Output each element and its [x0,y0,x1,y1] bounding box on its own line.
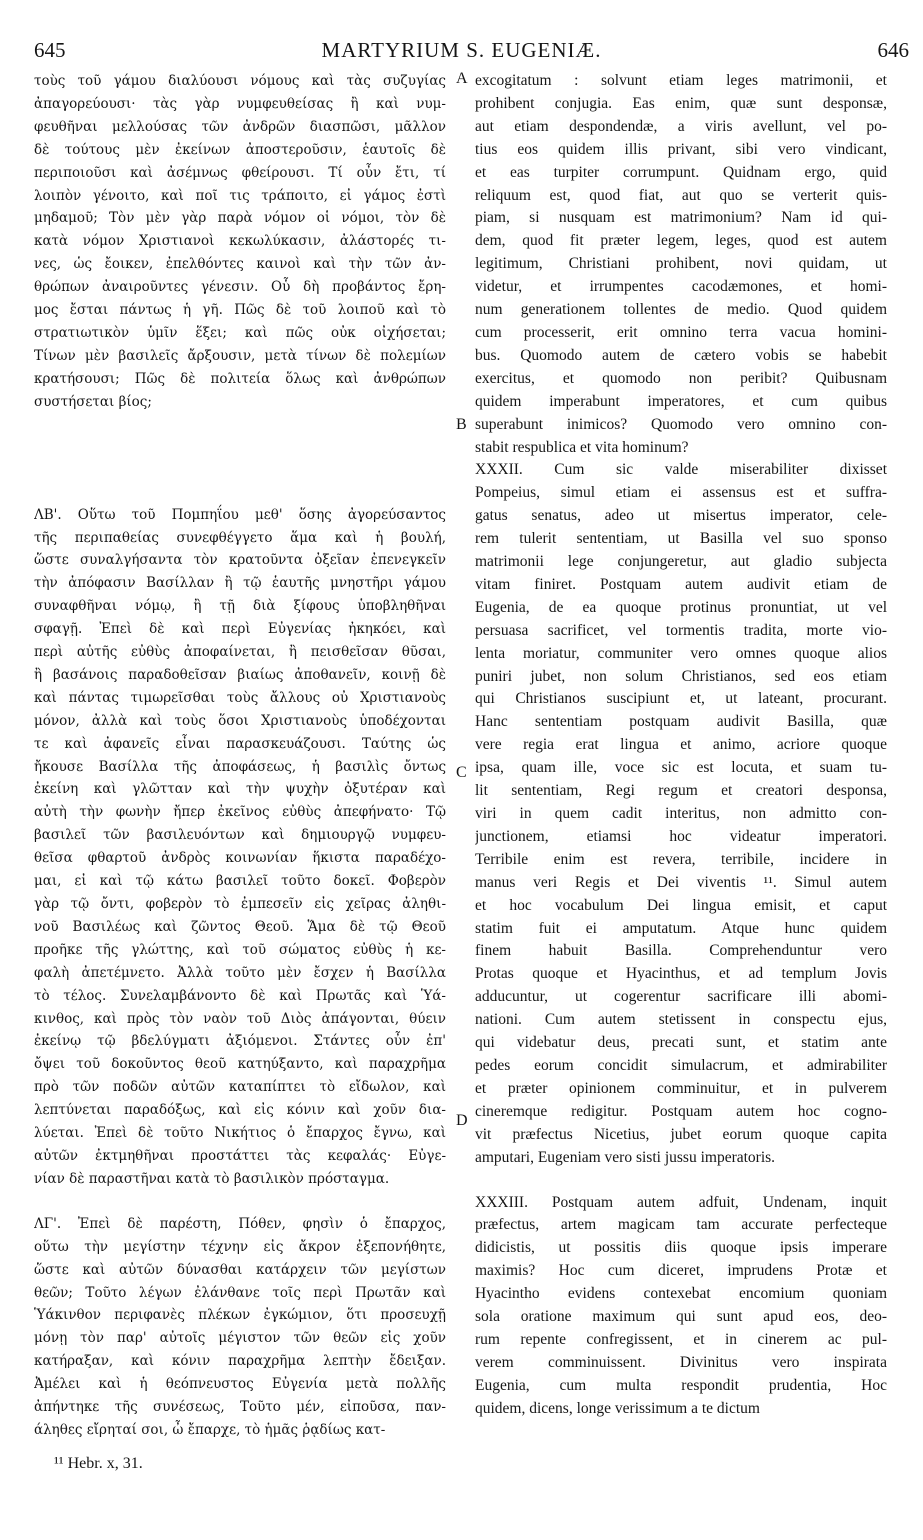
greek-line: τε καὶ ἀφανεῖς εἶναι παρασκευάζουσι. Ταύτης ὡς [34,735,446,752]
latin-line: num generationem tollentes de medio. Quod quidem [475,301,887,319]
latin-line: rum repente confregissent, et in cinerem ac pul- [475,1330,887,1348]
latin-line: didicistis, ut possitis diis quoque ipsis imperare [475,1239,887,1257]
latin-line: rem tulerit sententiam, ut Basilla vel suo sponso [475,530,887,548]
greek-line: Ἀμέλει καὶ ἡ θεόπνευστος Εὐγενία μετὰ πολλῆς [34,1376,446,1393]
latin-paragraph-3 [475,1192,887,1421]
greek-line: μόνῃ τὸν παρ' αὐτοῖς μέγιστον τῶν θεῶν εἰς χοῦν [34,1330,446,1347]
greek-line: βασιλεῖ τῶν βασιλευόντων καὶ δημιουργῷ νυμφευ- [34,827,446,844]
greek-line: οὕτω τὴν μεγίστην τέχνην εἰς ἄκρον ἐξεπονήθητε, [34,1238,446,1255]
greek-line: ἐκείνη καὶ γλῶτταν καὶ τὴν ψυχὴν ὀξυτέραν καὶ [34,781,446,798]
greek-line: κρατήσουσι; Πῶς δὲ πολιτεία ὅλως καὶ ἀνθρώπων [34,370,446,387]
latin-line: lit sententiam, Regi regum et creatori desponsa, [475,782,887,800]
latin-line: puniri jubet, non solum Christianos, sed eos etiam [475,667,887,685]
greek-line: μαι, εἰ καὶ τῷ κάτω βασιλεῖ τοῦτο δοκεῖ. Φοβερὸν [34,873,446,890]
latin-line: qui Christianos suscipiunt et, ut lateant, procurant. [475,690,887,708]
latin-line: prohibent conjugia. Eas enim, quæ sunt desponsæ, [475,94,887,112]
latin-line: dem, quod fit præter legem, leges, quod est autem [475,232,887,250]
greek-line: πρὸ τῶν ποδῶν αὐτῶν καταπίπτει τὸ εἴδωλον, καὶ [34,1079,446,1096]
latin-line: Hyacintho evidens contexebat encomium quoniam [475,1285,887,1303]
greek-line: θρώπων ἀναιροῦντες γένεσιν. Οὗ δὴ προβάντος ἔρη- [34,279,446,296]
page-number-right: 646 [877,38,909,62]
greek-line: γὰρ τῷ ὄντι, φοβερὸν τὸ ἐμπεσεῖν εἰς χεῖρας ἀληθι- [34,896,446,912]
greek-line: ὥστε συναλγήσαντα τὸν κρατοῦντα ὀξεῖαν ἐπενεγκεῖν [34,552,446,569]
greek-line: κατὰ νόμον Χριστιανοὶ κεκωλύκασιν, ἀλάστορές τι- [34,233,446,250]
latin-line: vit præfectus Nicetius, jubet eorum quoque capita [475,1125,887,1143]
latin-line: finem habuit Basilla. Comprehenduntur vero [475,942,887,960]
latin-line: qui videbatur deus, precati sunt, et statim ante [475,1034,887,1052]
greek-line: Ὑάκινθον περιφανὲς πλέκων ἐγκώμιον, ὅτι προσευχῇ [34,1307,446,1324]
greek-line: μηδαμοῦ; Τὸν μὲν γὰρ παρὰ νόμον οἱ νόμοι, τὸν δὲ [34,210,446,227]
latin-line: maximis? Hoc cum diceret, imprudens Protæ et [475,1262,887,1280]
greek-line: μος ἔσται πάντως ἡ γῆ. Πῶς δὲ τοῦ λοιποῦ καὶ τὸ [34,302,446,319]
latin-line: Terribile enim est revera, terribile, incidere in [475,850,887,868]
latin-line: legitimum, Christiani prohibent, novi quidam, ut [475,255,887,273]
greek-line: ἐκείνῳ τῷ βδελύγματι ἀξιόμενοι. Στάντες οὖν ἐπ' [34,1033,446,1050]
greek-paragraph-1 [34,70,446,414]
latin-line: reliquum est, quod fiat, aut quo se verterit quis- [475,186,887,204]
latin-line: Eugenia, de ea quoque protinus pronuntiat, ut vel [475,598,887,616]
greek-line: ἀπαγορεύουσι· τὰς γὰρ νυμφευθείσας ἢ καὶ νυμ- [34,95,446,112]
greek-line: ὄψει τοῦ δοκοῦντος θεοῦ κατηύξαντο, καὶ παραχρῆμα [34,1056,446,1073]
greek-line: λοιπὸν γένοιτο, καὶ ποῖ τις τράποιτο, εἰ γάμος ἐστὶ [34,187,446,204]
running-title: MARTYRIUM S. EUGENIÆ. [321,38,602,62]
greek-line: συναφθῆναι νόμῳ, ἢ τῇ διὰ ξίφους ὑποβληθῆναι [34,598,446,615]
latin-line: persuasa sacrificet, vel tormentis tradita, morte vio- [475,621,887,639]
greek-line: λεπτύνεται παραδόξως, καὶ εἰς κόνιν καὶ χοῦν δια- [34,1102,446,1119]
greek-line: ἢ βασάνοις παραδοθεῖσαν βιαίως ἀποθανεῖν, κοινῇ δὲ [34,666,446,683]
greek-line: καὶ πάντας τιμωρεῖσθαι τοὺς ἄλλους οὐ Χριστιανοὺς [34,689,446,706]
latin-line: superabunt inimicos? Quomodo vero omnino con- [475,415,887,433]
margin-marker-d: D [456,1112,468,1129]
latin-line: piam, si nusquam est matrimonium? Nam id qui- [475,209,887,227]
greek-line: τὸ τέλος. Συνελαμβάνοντο δὲ καὶ Πρωτᾶς καὶ Ὑά- [34,987,446,1004]
greek-line: προῆκε τῆς γλώττης, καὶ τοῦ σώματος εὐθὺς ἡ κε- [34,941,446,958]
latin-line: Hanc sententiam postquam audivit Basilla, quæ [475,713,887,731]
greek-line: νίαν δὲ παραστῆναι κατὰ τὸ βασιλικὸν πρόσταγμα. [34,1170,390,1187]
latin-line: vitam finiret. Postquam autem audivit etiam de [475,575,887,593]
greek-line: περιποιοῦσι καὶ ἀσέμνως φθείρουσι. Τί οὖν ἔτι, τί [34,164,446,181]
latin-line: amputari, Eugeniam vero sisti jussu imperatoris. [475,1148,776,1166]
latin-line: Protas quoque et Hyacinthus, et ad templum Jovis [475,965,887,983]
latin-line: bus. Quomodo autem de cætero vobis se habebit [475,346,887,364]
latin-line: præfectus, artem magicam tam accurate perfecteque [475,1216,887,1234]
greek-column [34,70,446,1442]
latin-line: aut etiam despondendæ, a viris avellunt, vel po- [475,117,887,135]
greek-line: θεῶν; Τοῦτο λέγων ἐλάνθανε τοῖς περὶ Πρωτᾶν καὶ [34,1284,446,1301]
latin-line: vere regia erat lingua et animo, acriore quoque [475,736,887,754]
latin-line: XXXII. Cum sic valde miserabiliter dixisset [475,461,887,479]
latin-paragraph-1 [475,70,887,459]
latin-line: exercitus, et quomodo non peribit? Quibusnam [475,369,887,387]
latin-line: gatus senatus, adeo ut misertus imperator, cele- [475,507,887,525]
latin-line: stabit respublica et vita hominum? [475,438,689,456]
greek-line: ἀπήντηκε τῆς συνέσεως, Τοῦτο μέν, εἰποῦσα, παν- [34,1399,446,1416]
latin-line: et præter opinionem comminuitur, et in pulverem [475,1079,887,1097]
latin-line: viri in quem cadit interitus, non admitto con- [475,805,887,822]
latin-line: sola oratione maximum qui sunt apud eos, deo- [475,1308,887,1326]
greek-line: αὐτὴ τὴν φωνὴν ἤπερ ἐκεῖνος εὐθὺς ἀπεφήνατο· Τῷ [34,804,446,821]
greek-line: κινθος, καὶ πρὸς τὸν ναὸν τοῦ Διὸς ἀπάγονται, θύειν [34,1010,446,1027]
greek-line: λύεται. Ἐπεὶ δὲ τοῦτο Νικήτιος ὁ ἔπαρχος ἔγνω, καὶ [34,1125,446,1142]
latin-line: cum processerit, erit omnino terra vacua homini- [475,323,887,341]
latin-line: verem comminuissent. Divinitus vero inspirata [475,1353,887,1371]
greek-line: περὶ αὐτῆς εὐθὺς ἀποφαίνεται, ἢ πεισθεῖσαν θῦσαι, [34,644,446,661]
greek-line: θεῖσα φθαρτοῦ ἀνδρὸς κοινωνίαν ἥκιστα παραδέχο- [34,850,446,867]
margin-marker-b: B [456,416,467,433]
latin-line: XXXIII. Postquam autem adfuit, Undenam, inquit [475,1193,887,1211]
margin-marker-a: A [456,70,468,87]
latin-line: quidem imperabunt imperatores, et cum quibus [475,392,887,410]
greek-line: στρατιωτικὸν ὑμῖν ἕξει; καὶ πῶς οὐκ οἰχήσεται; [34,324,446,341]
latin-line: nationi. Cum autem stetissent in conspectu ejus, [475,1011,887,1029]
latin-line: cineremque redigitur. Postquam autem hoc cogno- [475,1102,887,1120]
footnote: ¹¹ Hebr. x, 31. [54,1455,143,1472]
latin-line: excogitatum : solvunt etiam leges matrimonii, et [475,72,887,89]
latin-line: et eas turpiter corrumpunt. Quidnam ergo, quid [475,163,887,181]
greek-line: τὴν ἀπόφασιν Βασίλλαν ἢ τῷ ἑαυτῆς μνηστῆρι γάμου [34,575,446,592]
latin-paragraph-2 [475,459,887,1169]
latin-line: ipsa, quam ille, voce sic est locuta, et suam tu- [475,759,887,777]
greek-line: ὥστε καὶ αὐτῶν δύνασθαι κατάρχειν τῶν μεγίστων [34,1261,446,1278]
greek-paragraph-2 [34,504,446,1191]
page-number-left: 645 [34,38,66,62]
greek-line: φαλὴ ἀπετέμνετο. Ἀλλὰ τοῦτο μὲν ἔσχεν ἡ Βασίλλα [34,964,446,981]
greek-line: τοὺς τοῦ γάμου διαλύουσι νόμους καὶ τὰς συζυγίας [34,73,446,89]
latin-line: manus veri Regis et Dei viventis ¹¹. Simul autem [475,873,887,891]
greek-line: συστήσεται βίος; [34,393,152,410]
latin-line: quidem, dicens, longe verissimum a te dictum [475,1399,760,1417]
greek-line: σφαγῇ. Ἐπεὶ δὲ καὶ περὶ Εὐγενίας ἠκηκόει, καὶ [34,621,446,638]
greek-line: Τίνων μὲν βασιλεῖς ἄρξουσιν, μετὰ τίνων δὲ πολεμίων [34,347,446,364]
greek-line: φευθῆναι μελλούσας τῶν ἀνδρῶν διασπῶσι, μᾶλλον [34,118,446,135]
latin-line: adducuntur, ut cogerentur sacrificare illi abomi- [475,988,887,1006]
margin-marker-c: C [456,764,467,781]
greek-line: ΛΓ'. Ἐπεὶ δὲ παρέστη, Πόθεν, φησὶν ὁ ἔπαρχος, [34,1215,446,1232]
greek-line: άληθες εἴρηταί σοι, ὦ ἔπαρχε, τὸ ἡμᾶς ῥᾳδίως κατ- [34,1421,386,1438]
latin-line: lenta moriatur, communiter vero omnes quoque alios [475,644,887,662]
latin-line: Eugenia, cum multa respondit prudentia, Hoc [475,1376,887,1394]
greek-line: δὲ τούτους μὲν ἐκείνων ἀποστεροῦσιν, ἑαυτοῖς δὲ [34,141,446,158]
latin-line: et hoc vocabulum Dei lingua emisit, et caput [475,896,887,914]
page-header [0,0,923,70]
latin-column [475,70,887,1421]
greek-line: τῆς περιπαθείας συνεφθέγγετο ἅμα καὶ ἡ βουλή, [34,529,446,546]
latin-line: videtur, et irrumpentes cacodæmones, et homi- [475,278,887,296]
latin-line: Pompeius, simul etiam ei assensus est et suffra- [475,484,887,502]
latin-line: statim fuit ei amputatum. Atque hunc quidem [475,919,887,937]
latin-line: junctionem, etiamsi hoc videatur imperatori. [475,827,887,845]
greek-line: ἤκουσε Βασίλλα τῆς ἀποφάσεως, ἡ βασιλὶς ὄντως [34,758,446,775]
greek-line: αὐτῶν ἐκτμηθῆναι προστάττει τὰς κεφαλάς· Εὐγε- [34,1147,446,1164]
latin-line: matrimonii lege conjungeretur, aut gladio subjecta [475,553,887,571]
greek-line: κατήραξαν, καὶ κόνιν παραχρῆμα λεπτὴν ἔδειξαν. [34,1353,446,1370]
greek-line: ΛΒ'. Οὕτω τοῦ Πομπηΐου μεθ' ὅσης ἀγορεύσαντος [34,506,446,523]
greek-line: νες, ὡς ἔοικεν, ἐπελθόντες καινοὶ καὶ τὴν τῶν ἀν- [34,256,446,273]
latin-line: pedes eorum concidit simulacrum, et admirabiliter [475,1056,887,1074]
greek-paragraph-3 [34,1213,446,1442]
greek-line: μόνον, ἀλλὰ καὶ τοὺς ὅσοι Χριστιανοὺς ὑποδέχονται [34,712,446,729]
greek-line: νοῦ Βασιλέως καὶ ζῶντος Θεοῦ. Ἅμα δὲ τῷ Θεοῦ [34,918,446,935]
latin-line: tius eos quidem illis privant, sibi vero vindicant, [475,140,887,158]
